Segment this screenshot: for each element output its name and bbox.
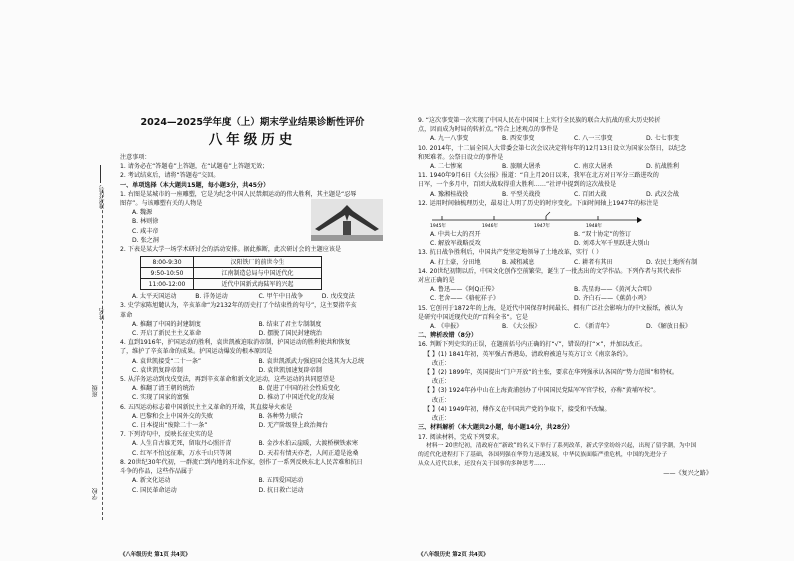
- q16-item-3: 【 】(3) 1924年孙中山在上海黄浦创办了中国国民党陆军军官学校，亦称“黄埔军校”。: [424, 387, 660, 395]
- name-label: 姓名: [99, 308, 106, 320]
- monument-photo: [311, 199, 383, 241]
- q15-option-d: D. 《解放日报》: [646, 323, 692, 331]
- q12-option-a: A. 中共七大的召开: [430, 231, 481, 239]
- notice-2: 2. 考试结束后，请将“答题卷”交回。: [120, 172, 220, 180]
- question-10: 10. 2014年，十二届全国人大常委会第七次会议决定将每年的12月13日设立为国家公祭日，以纪念: [418, 144, 687, 152]
- question-10-cont: 和死难者。公祭日设立的事件是: [418, 153, 504, 161]
- q12-option-c: C. 解放军战略反攻: [430, 240, 481, 248]
- q2-option-d: D. 戊戌变法: [321, 293, 355, 301]
- q14-option-d: D. 齐白石——《蕉荫小鸡》: [574, 295, 650, 303]
- exam-title: 2024—2025学年度（上）期末学业结果诊断性评价: [140, 117, 365, 128]
- q1-option-b: B. 林则徐: [132, 218, 159, 226]
- q8-option-b: B. 五四爱国运动: [258, 477, 304, 485]
- q11-option-c: C. 百团大战: [574, 190, 607, 198]
- section-2-heading: 二、辨析改错（8分）: [418, 332, 478, 340]
- q16-item-2: 【 】(2) 1899年，英国提出“门户开放”的主张，要求在华列强承认各国的“势力范围”和特权。: [424, 369, 678, 377]
- table-cell: 8:00-9:30: [141, 257, 194, 268]
- q11-option-d: D. 武汉会战: [646, 190, 679, 198]
- q8-options-ab: [120, 476, 385, 485]
- table-row: [141, 279, 322, 290]
- q14-option-a: A. 鲁迅——《阿Q正传》: [430, 286, 498, 294]
- question-8-cont: 斗争的作品，这些作品属于: [120, 468, 194, 476]
- question-15-cont: 是研究中国近现代史的“百科全书”。它是: [418, 313, 528, 321]
- timeline-label-1948: 1948年: [586, 224, 602, 230]
- q3-option-b: B. 结束了君主专制制度: [258, 320, 322, 328]
- q8-option-c: C. 国民革命运动: [132, 486, 177, 494]
- footer-text: 《八年级历史 第2页 共4页》: [418, 552, 489, 558]
- question-14-cont: 对应正确的是: [418, 277, 455, 285]
- q5-options-ab: [120, 384, 385, 393]
- q8-option-a: A. 新文化运动: [132, 477, 171, 485]
- table-cell: 江南制造总局与中国近代化: [194, 268, 322, 279]
- exam-page-1: [120, 106, 385, 558]
- notice-heading: 注意事项：: [120, 154, 151, 161]
- q3-option-c: C. 开启了新民主主义革命: [132, 330, 202, 338]
- question-16: 16. 判断下列史实的正误，在题前括号内正确的打“√”，错误的打“×”，并加以改正。: [418, 341, 647, 349]
- timeline-label-1947: 1947年: [534, 224, 550, 230]
- q16-item-4: 【 】(4) 1949年初，傅作义在中国共产党的争取下，接受和平改编。: [424, 405, 611, 413]
- q9-options: [418, 134, 718, 143]
- q8-option-d: D. 抗日救亡运动: [258, 486, 304, 494]
- q5-options-cd: [120, 393, 385, 402]
- q6-options-ab: [120, 412, 385, 421]
- q4-option-d: D. 袁世凯加速复辟帝制: [258, 366, 322, 374]
- timeline-figure: [432, 210, 642, 228]
- question-8: 8. 20世纪30年代初，一群流亡到内地的东北作家，创作了一系列反映东北人民苦难和抗日: [120, 458, 363, 466]
- q13-option-a: A. 打土豪，分田地: [430, 258, 481, 266]
- notice-1: 1. 请务必在“答题卷”上答题，在“试题卷”上答题无效；: [120, 163, 269, 171]
- q10-option-d: D. 抗战胜利: [646, 163, 679, 171]
- q6-option-d: D. 无产阶级登上政治舞台: [258, 422, 329, 430]
- question-1: 1. 右图是某城市的一座雕塑，它是为纪念中国人民禁烟运动的伟大胜利，其主题是“忍辱: [120, 190, 357, 198]
- q16-item-1: 【 】(1) 1841年初，英军强占香港岛，清政府被迫与英方订立《南京条约》。: [424, 350, 632, 358]
- schedule-table: [140, 256, 322, 290]
- q9-option-d: D. 七七事变: [646, 135, 679, 143]
- q13-options: [418, 258, 718, 267]
- q4-options-ab: [120, 357, 385, 366]
- q2-options: [120, 292, 385, 301]
- q7-option-c: C. 红军不怕远征难，万水千山只等闲: [132, 449, 232, 457]
- question-5: 5. 从洋务运动到戊戌变法，再到辛亥革命和新文化运动，这些运动的共同愿望是: [120, 376, 335, 384]
- q2-option-a: A. 太平天国运动: [132, 293, 177, 301]
- q15-option-c: C. 《新青年》: [574, 323, 613, 331]
- question-11: 11. 1940年9月6日《大公报》报道：“自上月20日以来，我军在北方对日军分三路进攻的: [418, 172, 659, 180]
- question-9: 9. “这次事变第一次实现了中国人民在中国国土上实行全民族的联合大抗战的重大历史转折: [418, 117, 661, 124]
- q12-option-d: D. 刘邓大军千里跃进大别山: [574, 240, 650, 248]
- question-12: 12. 运用时间轴梳理历史，最易让人明了历史的时序变化。下面时间轴上1947年的标注是: [418, 199, 659, 207]
- question-14: 14. 20世纪初期以后，中国文化创作空前繁荣，诞生了一批杰出的文学作品。下列作者与其代表作: [418, 267, 682, 275]
- q8-options-cd: [120, 486, 385, 495]
- q3-option-a: A. 推翻了中国的封建制度: [132, 320, 201, 328]
- material-1-line-1: 材料一 20世纪初，清政府在“新政”的名义下举行了系列改革，新式学堂纷纷兴起，出现了留学潮，为中国: [426, 442, 697, 449]
- q5-option-d: D. 推动了中国近代化的发展: [258, 394, 335, 402]
- q2-option-c: C. 甲午中日战争: [258, 293, 304, 301]
- q14-options-cd: [418, 294, 718, 303]
- q16-correction-1: 改正：: [432, 359, 451, 367]
- q16-correction-2: 改正：: [432, 378, 451, 386]
- table-cell: 汉阳铁厂的前世今生: [194, 257, 322, 268]
- q2-option-b: B. 洋务运动: [195, 293, 228, 301]
- q10-option-c: C. 南京大屠杀: [574, 163, 613, 171]
- q6-option-a: A. 巴黎和会上中国外交的失败: [132, 412, 214, 420]
- exam-subject: 八年级历史: [208, 132, 297, 148]
- question-1-cont: 图存”。与该雕塑有关的人物是: [120, 200, 203, 208]
- question-15: 15. 它创刊于1872年的上海，是近代中国保存时间最长、拥有广泛社会影响力的中文报纸，被认为: [418, 304, 683, 312]
- monument-sculpture-icon: [311, 199, 383, 241]
- timeline-label-1945: 1945年: [430, 224, 446, 230]
- q14-options-ab: [418, 285, 718, 294]
- q12-options-ab: [418, 230, 718, 239]
- q4-option-b: B. 袁世凯派武力强迫国会选其为大总统: [258, 357, 365, 365]
- cut-line: [102, 190, 103, 520]
- q7-option-b: B. 金沙水拍云崖暖，大渡桥横铁索寒: [258, 440, 358, 448]
- question-17: 17. 阅读材料，完成下列要求。: [418, 433, 503, 441]
- q3-options-cd: [120, 329, 385, 338]
- q5-option-b: B. 促进了中国的社会性质变化: [258, 385, 340, 393]
- question-13: 13. 抗日战争胜利后，中国共产党坚定地领导了土地改革，实行（ ）: [418, 249, 603, 257]
- binding-margin: [78, 185, 118, 520]
- q9-option-b: B. 西安事变: [502, 135, 535, 143]
- exam-page-2: [418, 106, 718, 558]
- q5-option-c: C. 实现了国家的富强: [132, 394, 189, 402]
- table-row: [141, 257, 322, 268]
- q1-option-c: C. 咸丰帝: [132, 227, 159, 235]
- question-11-cont: 日军，一个多月中，百团大战取得重大胜利……”社评中提到的这次战役是: [418, 181, 617, 189]
- q15-options: [418, 322, 718, 331]
- q4-option-c: C. 袁世凯复辟帝制: [132, 366, 183, 374]
- q11-options: [418, 190, 718, 199]
- q7-option-d: D. 天若有情天亦老，人间正道是沧桑: [258, 449, 359, 457]
- q12-option-b: B. “双十协定”的签订: [574, 231, 632, 239]
- q14-option-c: C. 老舍——《骆驼祥子》: [430, 295, 500, 303]
- question-7: 7. 下列诗句中，反映长征史实的是: [120, 431, 214, 439]
- q6-option-b: B. 各种势力联合: [258, 412, 304, 420]
- table-cell: 近代中国新式海陆军的兴起: [194, 279, 322, 290]
- q7-options-cd: [120, 449, 385, 458]
- q6-options-cd: [120, 421, 385, 430]
- q15-option-b: B. 《大公报》: [502, 323, 541, 331]
- question-3-cont: 革命: [120, 311, 133, 319]
- section-1-heading: 一、单项选择（本大题共15题，每小题3分，共45分）: [120, 181, 270, 189]
- question-9-cont: 点，因而成为时局的转折点。”符合上述观点的事件是: [418, 126, 559, 134]
- q10-option-a: A. 二七惨案: [430, 163, 463, 171]
- exam-number-label: 准考证号: [99, 185, 106, 209]
- timeline-label-1946: 1946年: [482, 224, 498, 230]
- material-1-line-2: 的近代化进程打下了基础，各国列强在华势力迅速发展，中华民族面临严重危机，中国的先进分子: [418, 451, 668, 458]
- table-row: [141, 268, 322, 279]
- q16-correction-4: 改正：: [432, 415, 451, 423]
- q7-option-a: A. 人生自古谁无死，留取丹心照汗青: [132, 440, 232, 448]
- q3-option-d: D. 摆脱了国民封建统治: [258, 330, 322, 338]
- q9-option-c: C. 八一三事变: [574, 135, 613, 143]
- q12-options-cd: [418, 239, 718, 248]
- q3-options-ab: [120, 320, 385, 329]
- q13-option-b: B. 减租减息: [502, 258, 535, 266]
- q1-option-d: D. 张之洞: [132, 236, 159, 244]
- question-2: 2. 下表是某大学一场学术研讨会的活动安排。据此推断，此次研讨会的主题应该是: [120, 246, 342, 254]
- section-3-heading: 三、材料解析（本大题共2小题，每小题14分，共28分）: [418, 424, 574, 432]
- number-underline: [100, 165, 101, 183]
- q16-correction-3: 改正：: [432, 396, 451, 404]
- question-4-cont: 了，维护了辛亥革命的成果。护国运动爆发的根本原因是: [120, 348, 273, 356]
- q4-option-a: A. 袁世凯接受“二十一条”: [132, 357, 202, 365]
- q1-option-a: A. 魏源: [132, 209, 153, 217]
- question-4: 4. 直到1916年，护国运动的胜利，袁世凯被迫取消帝制，护国运动的胜利使共和恢复: [120, 339, 351, 347]
- q7-options-ab: [120, 439, 385, 448]
- q13-option-d: D. 农民土地所有制: [646, 258, 698, 266]
- q9-option-a: A. 九一八事变: [430, 135, 469, 143]
- q10-options: [418, 162, 718, 171]
- q4-options-cd: [120, 366, 385, 375]
- question-6: 6. 五四运动标志着中国新民主主义革命的开端，其直接导火索是: [120, 403, 293, 411]
- school-label: 学校: [92, 488, 99, 500]
- class-label: 班级: [92, 385, 99, 397]
- q15-option-a: A. 《申报》: [430, 323, 463, 331]
- question-3: 3. 史学家陈旭麓认为，辛亥革命“为2132年的历史打了个结束性的句号”，这主要指辛亥: [120, 302, 357, 310]
- material-1-line-3: 从众人近代以来，还没有关于国事的多种思考……: [418, 461, 546, 468]
- q10-option-b: B. 旅顺大屠杀: [502, 163, 541, 171]
- q11-option-a: A. 豫湘桂战役: [430, 190, 469, 198]
- table-cell: 11:00-12:00: [141, 279, 194, 290]
- q14-option-b: B. 冼星海——《黄河大合唱》: [574, 286, 656, 294]
- material-source: ——《复兴之路》: [663, 470, 712, 478]
- timeline-axis: [432, 210, 642, 228]
- q5-option-a: A. 推翻了清王朝的统治: [132, 385, 195, 393]
- q13-option-c: C. 耕者有其田: [574, 258, 613, 266]
- q6-option-c: C. 日本提出“废除二十一条”: [132, 422, 208, 430]
- table-cell: 9:50-10:50: [141, 268, 194, 279]
- footer-text: 《八年级历史 第1页 共4页》: [120, 552, 191, 558]
- q11-option-b: B. 平型关战役: [502, 190, 541, 198]
